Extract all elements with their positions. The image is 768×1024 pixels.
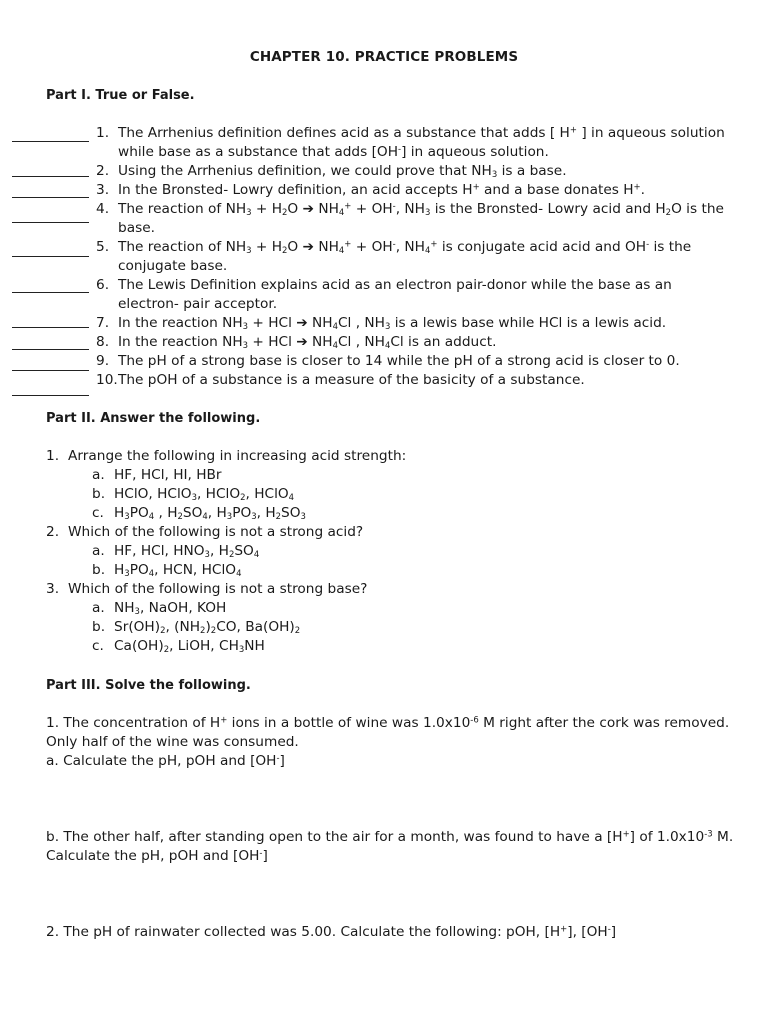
tf-item-number: 8. (96, 334, 110, 350)
tf-item (96, 314, 736, 333)
tf-item-number: 9. (96, 353, 110, 369)
answer-blank-4[interactable] (12, 222, 89, 223)
option-letter: a. (92, 467, 105, 483)
answer-blank-7[interactable] (12, 327, 89, 328)
question-number: 1. (46, 448, 60, 464)
option-text: $NH_3$, NaOH, KOH (114, 600, 227, 618)
tf-item-number: 10. (96, 372, 118, 388)
answer-blank-6[interactable] (12, 292, 89, 293)
tf-item (96, 200, 736, 238)
problem-2-text: 2. The pH of rainwater collected was 5.00. Calculate the following: pOH, [H+], [OH-] (46, 924, 617, 940)
option-letter: c. (92, 505, 104, 521)
answer-blank-9[interactable] (12, 370, 89, 371)
option-text: $H_3PO_4$, HCN, HClO$_4$ (114, 562, 242, 580)
option-letter: b. (92, 619, 106, 635)
option-text: $Ca(OH)_2$, LiOH, $CH_3NH$ (114, 638, 265, 656)
tf-item (96, 181, 736, 200)
tf-item (96, 124, 736, 162)
answer-blank-3[interactable] (12, 197, 89, 198)
tf-item (96, 352, 736, 371)
question-1 (46, 447, 406, 466)
question-number: 2. (46, 524, 60, 540)
answer-blank-8[interactable] (12, 349, 89, 350)
question-2 (46, 523, 363, 542)
question-3 (46, 580, 367, 599)
part2-heading: Part II. Answer the following. (46, 411, 261, 426)
problem-1a-text: a. Calculate the pH, pOH and [OH-] (46, 753, 285, 769)
tf-item (96, 238, 736, 276)
tf-item (96, 371, 736, 390)
tf-item-text: The reaction of $NH_3 + H_2O$ ➔ $NH_4^+ + OH^-$, $NH_3$ is the Bronsted- Lowry acid and $H_2O$ is the base. (118, 201, 724, 236)
question-text: Which of the following is not a strong base? (68, 581, 368, 597)
option-item (92, 618, 300, 637)
tf-item-number: 3. (96, 182, 110, 198)
part1-heading: Part I. True or False. (46, 88, 195, 103)
answer-blank-10[interactable] (12, 395, 89, 396)
option-item (92, 504, 306, 523)
answer-blank-1[interactable] (12, 141, 89, 142)
tf-item-text: The reaction of $NH_3 + H_2O$ ➔ $NH_4^+ + OH^-$, $NH_4^+$ is conjugate acid acid and OH- is the conjugate base. (118, 239, 692, 274)
tf-item-text: In the reaction $NH_3$ + HCl ➔ $NH_4Cl$ , $NH_3$ is a lewis base while HCl is a lewis acid. (118, 315, 667, 333)
tf-item-text: The pOH of a substance is a measure of the basicity of a substance. (118, 372, 585, 388)
option-item (92, 485, 294, 504)
question-text: Which of the following is not a strong acid? (68, 524, 364, 540)
tf-item-number: 1. (96, 125, 110, 141)
question-number: 3. (46, 581, 60, 597)
tf-item-number: 6. (96, 277, 110, 293)
option-text: $Sr(OH)_2$, $(NH_2)_2CO$, $Ba(OH)_2$ (114, 619, 301, 637)
tf-item-text: In the Bronsted- Lowry definition, an acid accepts H+ and a base donates H+. (118, 182, 645, 198)
tf-item-number: 4. (96, 201, 110, 217)
option-item (92, 466, 222, 485)
page-title: CHAPTER 10. PRACTICE PROBLEMS (249, 49, 519, 65)
option-letter: b. (92, 562, 106, 578)
answer-blank-2[interactable] (12, 176, 89, 177)
tf-item-number: 7. (96, 315, 110, 331)
option-text: HClO, HClO$_3$, HClO$_2$, HClO$_4$ (114, 486, 295, 504)
tf-item-text: Using the Arrhenius definition, we could prove that $NH_3$ is a base. (118, 163, 567, 181)
tf-item-text: The pH of a strong base is closer to 14 while the pH of a strong acid is closer to 0. (118, 353, 680, 369)
tf-item (96, 162, 736, 181)
problem-1b-text: b. The other half, after standing open to the air for a month, was found to have a [H+] of $1.0x10^{-3}$ M. Calculate the pH, pOH and [OH-] (46, 829, 734, 864)
option-letter: a. (92, 600, 105, 616)
option-text: HF, HCl, HI, HBr (114, 467, 222, 483)
problem-1-text: 1. The concentration of H+ ions in a bottle of wine was $1.0x10^{-6}$ M right after the cork was removed. Only half of the wine was consumed. (46, 715, 730, 750)
tf-item-text: The Arrhenius definition defines acid as a substance that adds [ H+ ] in aqueous solution while base as a substance that adds [OH-] in aqueous solution. (118, 125, 725, 160)
answer-blank-5[interactable] (12, 256, 89, 257)
tf-item (96, 276, 736, 314)
tf-item-number: 2. (96, 163, 110, 179)
option-letter: a. (92, 543, 105, 559)
tf-item-text: The Lewis Definition explains acid as an electron pair-donor while the base as an electron- pair acceptor. (118, 277, 672, 312)
option-letter: b. (92, 486, 106, 502)
option-item (92, 599, 226, 618)
option-text: HF, HCl, $HNO_3$, $H_2SO_4$ (114, 543, 260, 561)
tf-item-number: 5. (96, 239, 110, 255)
option-text: $H_3PO_4$ , $H_2SO_4$, $H_3PO_3$, $H_2SO_3$ (114, 505, 306, 523)
tf-item-text: In the reaction $NH_3$ + HCl ➔ $NH_4Cl$ , $NH_4Cl$ is an adduct. (118, 334, 497, 352)
tf-item (96, 333, 736, 352)
option-item (92, 637, 265, 656)
option-item (92, 561, 241, 580)
question-text: Arrange the following in increasing acid strength: (68, 448, 407, 464)
option-item (92, 542, 259, 561)
part3-heading: Part III. Solve the following. (46, 678, 251, 693)
option-letter: c. (92, 638, 104, 654)
